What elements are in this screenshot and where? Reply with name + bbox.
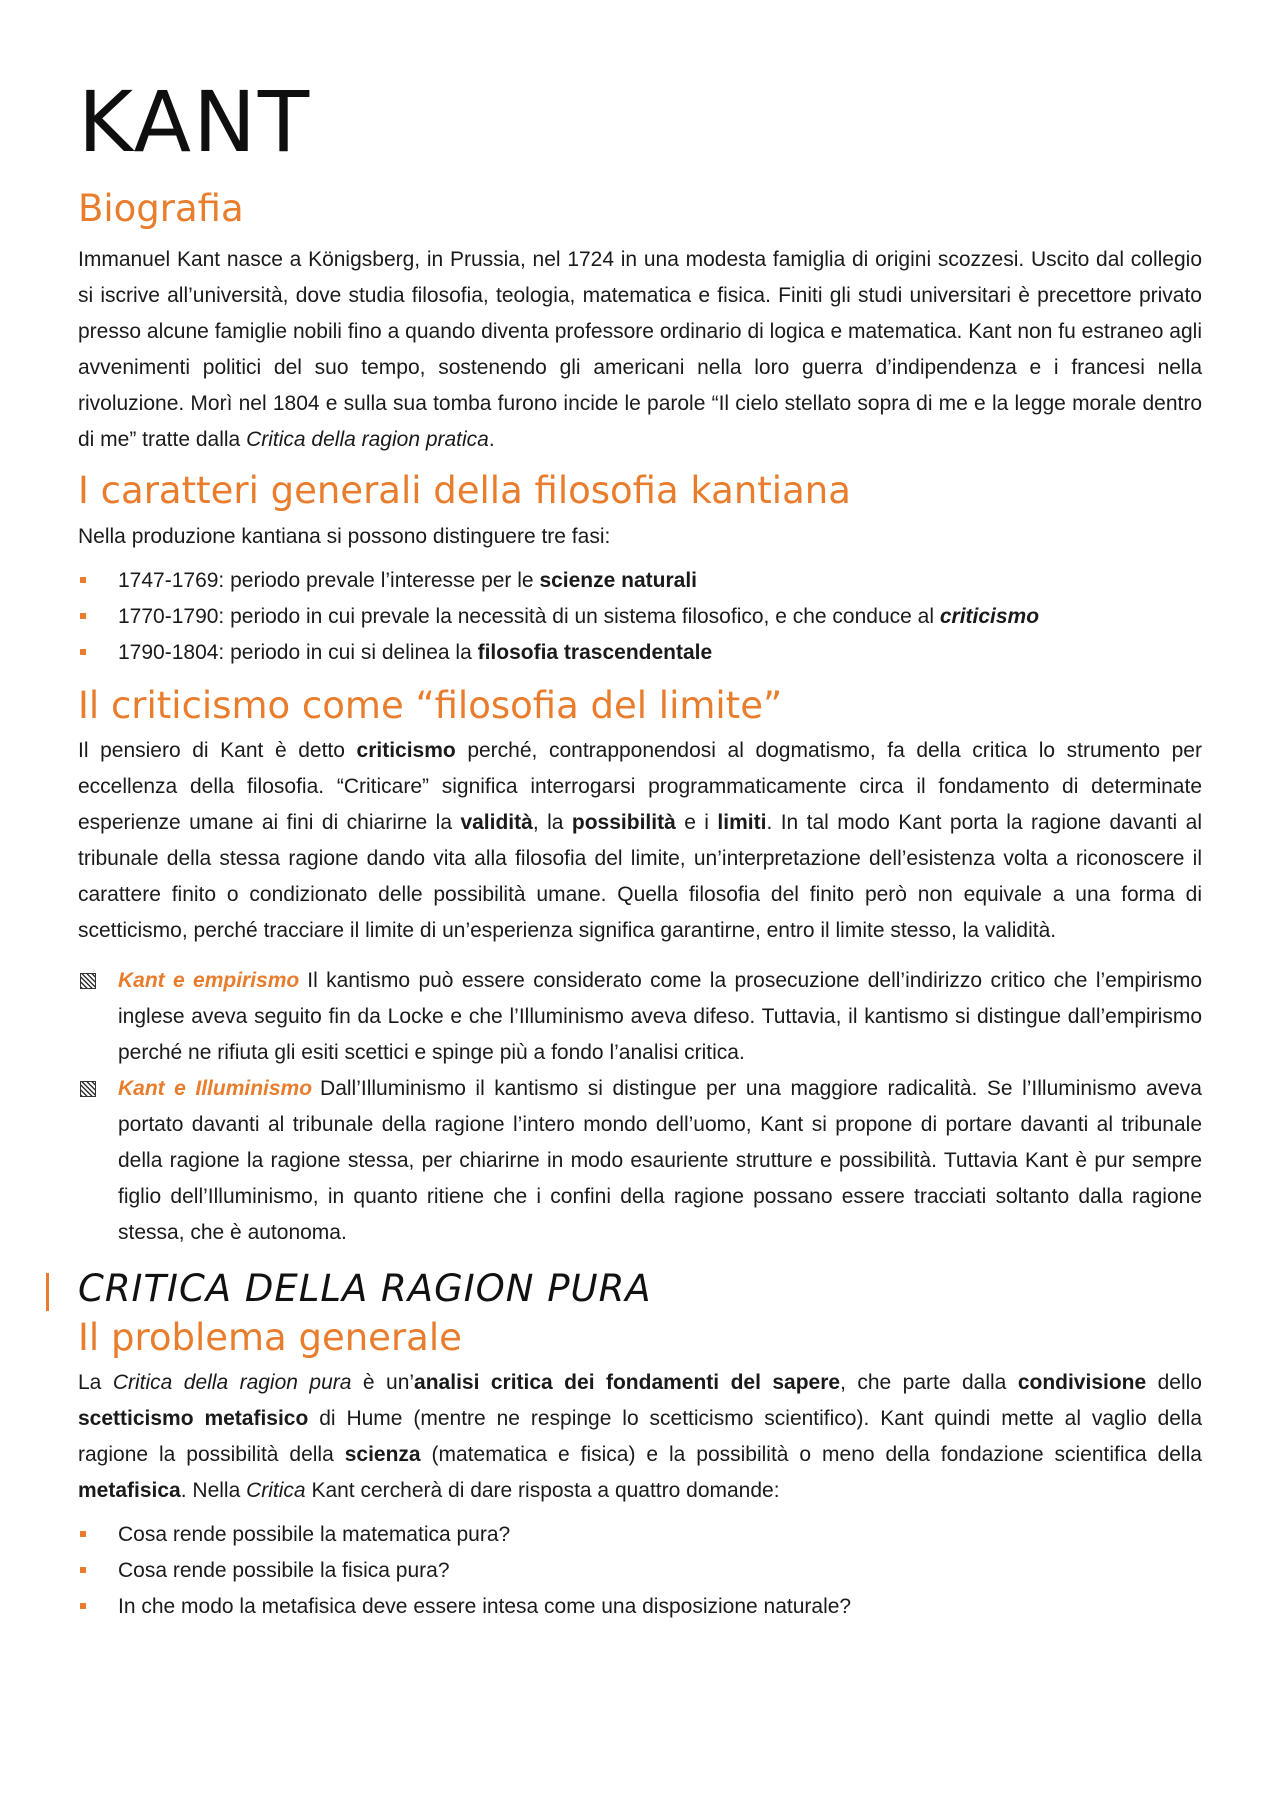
bold-run: scetticismo metafisico (78, 1407, 309, 1431)
item-bold-italic: criticismo (939, 604, 1040, 628)
list-fasi (78, 563, 1202, 671)
bold-run: possibilità (571, 810, 676, 834)
text-run: è un’ (351, 1371, 415, 1395)
item-bold: scienze naturali (539, 568, 697, 592)
note-item (78, 963, 1202, 1071)
italic-run: Critica della ragion pura (112, 1371, 352, 1395)
note-item (78, 1071, 1202, 1251)
note-label: Kant e Illuminismo (118, 1076, 313, 1100)
list-item (78, 563, 1202, 599)
square-bullet-icon (80, 1603, 86, 1609)
biografia-text: Immanuel Kant nasce a Königsberg, in Prussia, nel 1724 in una modesta famiglia di origini scozzesi. Uscito dal collegio si iscrive all’università, dove studia filosofia, teologia, matematica e fisica. Finiti gli studi universitari è precettore privato presso alcune famiglie nobili fino a quando diventa professore ordinario di logica e matematica. Kant non fu estraneo agli avvenimenti politici del suo tempo, sostenendo gli americani nella loro guerra d’indipendenza e i francesi nella rivoluzione. Morì nel 1804 e sulla sua tomba furono incide le parole “Il cielo stellato sopra di me e la legge morale dentro di me” tratte dalla (78, 248, 1202, 452)
text-run: , che parte dalla (840, 1371, 1018, 1395)
list-item (78, 599, 1202, 635)
text-run: dello (1146, 1371, 1202, 1395)
item-text: 1747-1769: periodo prevale l’interesse per le (118, 568, 540, 592)
section-title (78, 1265, 1202, 1313)
paragraph-biografia (78, 242, 1202, 458)
question-text: Cosa rende possibile la matematica pura? (118, 1523, 511, 1547)
section-title-text: CRITICA DELLA RAGION PURA (78, 1266, 652, 1310)
note-label: Kant e empirismo (118, 968, 300, 992)
hatched-square-icon (80, 973, 96, 989)
text-run: , la (532, 810, 572, 834)
list-item (78, 1553, 1202, 1589)
hatched-square-icon (80, 1081, 96, 1097)
text-run: di Hume (mentre ne respinge lo scetticismo scientifico). Kant quindi mette al vaglio della ragione la possibilità della (78, 1407, 1203, 1467)
square-bullet-icon (80, 649, 86, 655)
biografia-end: . (488, 428, 495, 452)
section-bar-marker (46, 1273, 49, 1311)
heading-problema: Il problema generale (78, 1315, 462, 1359)
list-item (78, 635, 1202, 671)
bold-run: condivisione (1017, 1371, 1147, 1395)
bold-run: metafisica (78, 1479, 181, 1503)
square-bullet-icon (80, 1531, 86, 1537)
bold-run: criticismo (356, 738, 456, 762)
text-run: perché, contrapponendosi al dogmatismo, fa della critica lo strumento per eccellenza della filosofia. “Criticare” significa interrogarsi programmaticamente circa il fondamento di determinate esperienze umane ai fini di chiarirne la (78, 738, 1202, 834)
item-text: 1770-1790: periodo in cui prevale la necessità di un sistema filosofico, e che conduce al (118, 604, 940, 628)
notes-list (78, 963, 1202, 1251)
text-run: . Nella (180, 1479, 247, 1503)
text-run: . In tal modo Kant porta la ragione davanti al tribunale della stessa ragione dando vita alla filosofia del limite, un’interpretazione dell’esistenza volta a riconoscere il carattere finito o condizionato delle possibilità umane. Quella filosofia del finito però non equivale a una forma di scetticismo, perché tracciare il limite di un’esperienza significa garantirne, entro il limite stesso, la validità. (78, 810, 1202, 942)
bold-run: scienza (344, 1443, 421, 1467)
text-run: Il pensiero di Kant è detto (78, 738, 357, 762)
square-bullet-icon (80, 1567, 86, 1573)
italic-run: Critica (246, 1479, 306, 1503)
item-bold: filosofia trascendentale (477, 640, 713, 664)
list-item (78, 1517, 1202, 1553)
item-text: 1790-1804: periodo in cui si delinea la (118, 640, 478, 664)
text-run: (matematica e fisica) e la possibilità o meno della fondazione scientifica della (420, 1443, 1202, 1467)
square-bullet-icon (80, 613, 86, 619)
paragraph-caratteri-intro: Nella produzione kantiana si possono distinguere tre fasi: (78, 524, 611, 548)
bold-run: limiti (717, 810, 767, 834)
heading-biografia: Biografia (78, 187, 244, 230)
question-text: Cosa rende possibile la fisica pura? (118, 1559, 450, 1583)
page-title: KANT (78, 73, 312, 171)
text-run: Kant cercherà di dare risposta a quattro domande: (305, 1479, 780, 1503)
note-text: Il kantismo può essere considerato come la prosecuzione dell’indirizzo critico che l’empirismo inglese aveva seguito fin da Locke e che l’Illuminismo aveva difeso. Tuttavia, il kantismo si distingue dall’empirismo perché ne rifiuta gli esiti scettici e spinge più a fondo l’analisi critica. (118, 968, 1203, 1064)
list-domande (78, 1517, 1202, 1625)
bold-run: validità (460, 810, 533, 834)
heading-criticismo: Il criticismo come “filosofia del limite” (78, 683, 783, 727)
paragraph-problema (78, 1365, 1202, 1509)
note-text: Dall’Illuminismo il kantismo si distingue per una maggiore radicalità. Se l’Illuminismo aveva portato davanti al tribunale della ragione l’intero mondo dell’uomo, Kant si propone di portare davanti al tribunale della ragione la ragione stessa, per chiarirne in modo esauriente strutture e possibilità. Tuttavia Kant è pur sempre figlio dell’Illuminismo, in quanto ritiene che i confini della ragione possano essere tracciati soltanto dalla ragione stessa, che è autonoma. (118, 1076, 1202, 1244)
square-bullet-icon (80, 577, 86, 583)
biografia-italic: Critica della ragion pratica (246, 428, 489, 452)
paragraph-criticismo (78, 733, 1202, 949)
text-run: La (78, 1371, 113, 1395)
heading-caratteri: I caratteri generali della filosofia kantiana (78, 469, 851, 513)
bold-run: analisi critica dei fondamenti del sapere (414, 1371, 841, 1395)
text-run: e i (675, 810, 718, 834)
list-item (78, 1589, 1202, 1625)
question-text: In che modo la metafisica deve essere intesa come una disposizione naturale? (118, 1595, 852, 1619)
